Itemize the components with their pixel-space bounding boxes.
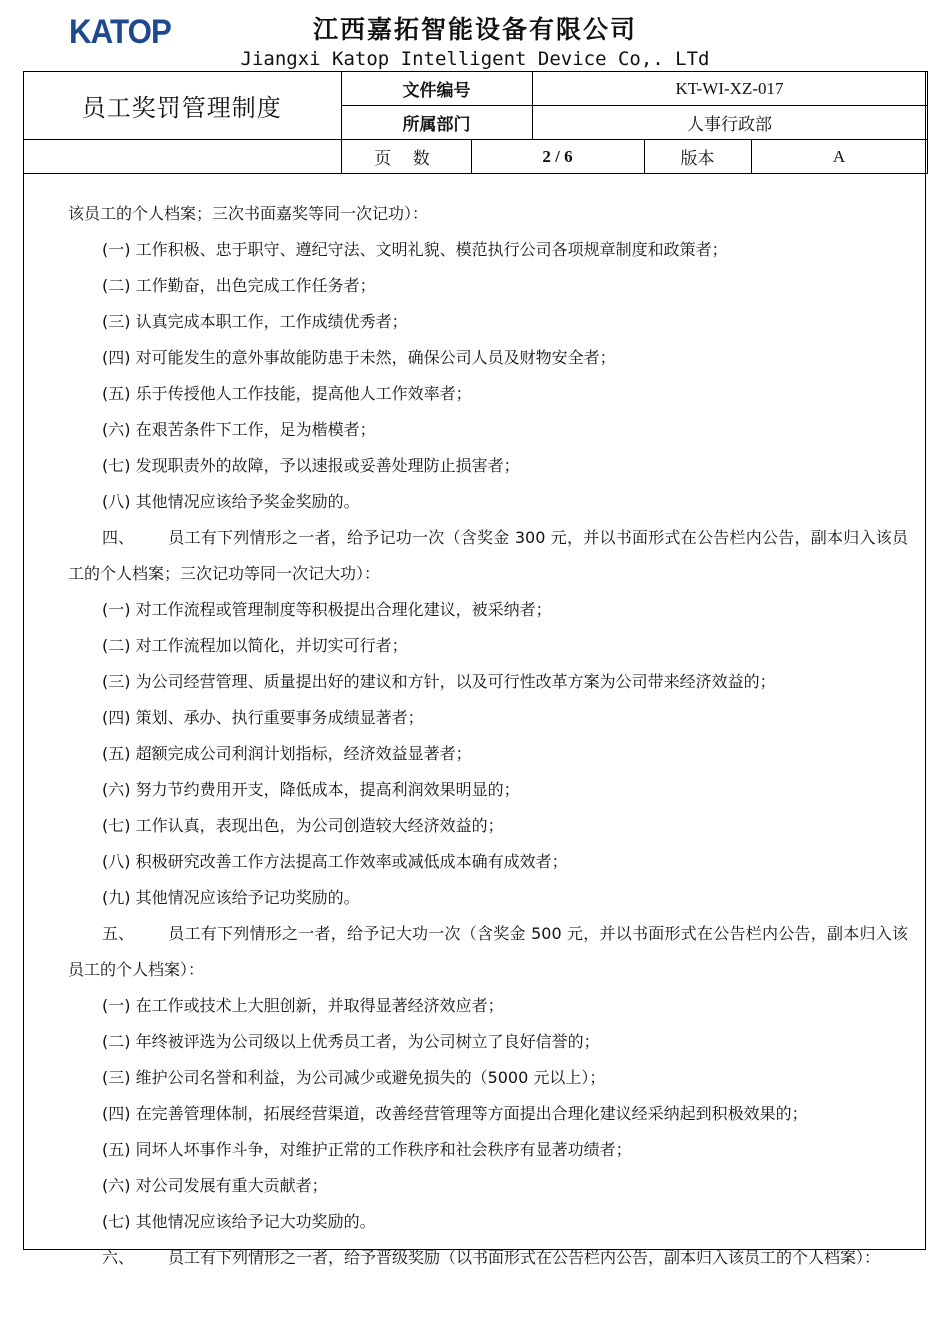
list-item: (八) 其他情况应该给予奖金奖励的。: [102, 492, 360, 511]
list-item: (一) 对工作流程或管理制度等积极提出合理化建议，被采纳者；: [102, 600, 552, 619]
section-5-paragraph: [68, 916, 908, 988]
intro-line: 该员工的个人档案；三次书面嘉奖等同一次记功）：: [68, 204, 429, 223]
list-item: (七) 工作认真，表现出色，为公司创造较大经济效益的；: [102, 816, 504, 835]
document-header-table: [23, 71, 928, 174]
list-item: (九) 其他情况应该给予记功奖励的。: [102, 888, 360, 907]
file-number-label: 文件编号: [341, 72, 532, 106]
list-item: (六) 努力节约费用开支，降低成本，提高利润效果明显的；: [102, 780, 520, 799]
list-item: (二) 年终被评选为公司级以上优秀员工者，为公司树立了良好信誉的；: [102, 1032, 600, 1051]
list-item: (七) 发现职责外的故障，予以速报或妥善处理防止损害者；: [102, 456, 520, 475]
header-bottom-rule: [23, 173, 927, 174]
section-4-number: 四、: [102, 528, 135, 547]
list-item: (六) 在艰苦条件下工作，足为楷模者；: [102, 420, 376, 439]
file-number-value: KT-WI-XZ-017: [532, 72, 927, 106]
section-5-text: 员工有下列情形之一者，给予记大功一次（含奖金 500 元，并以书面形式在公告栏内公告，副本归入该员工的个人档案）：: [68, 924, 908, 979]
list-item: (四) 策划、承办、执行重要事务成绩显著者；: [102, 708, 424, 727]
department-value: 人事行政部: [532, 106, 927, 140]
company-name-en: Jiangxi Katop Intelligent Device Co,. LTd: [240, 48, 710, 70]
list-item: (二) 对工作流程加以简化，并切实可行者；: [102, 636, 408, 655]
company-logo: KATOP: [69, 13, 172, 51]
version-label: 版本: [644, 140, 751, 174]
list-item: (四) 对可能发生的意外事故能防患于未然，确保公司人员及财物安全者；: [102, 348, 616, 367]
list-item: (四) 在完善管理体制，拓展经营渠道，改善经营管理等方面提出合理化建议经采纳起到积极效果的；: [102, 1104, 808, 1123]
list-item: (一) 工作积极、忠于职守、遵纪守法、文明礼貌、模范执行公司各项规章制度和政策者；: [102, 240, 728, 259]
document-title: 员工奖罚管理制度: [23, 72, 341, 140]
list-item: (二) 工作勤奋，出色完成工作任务者；: [102, 276, 376, 295]
version-value: A: [751, 140, 927, 174]
section-6-number: 六、: [102, 1248, 135, 1267]
company-name-cn: 江西嘉拓智能设备有限公司: [312, 15, 637, 44]
section-6-paragraph: [68, 1240, 908, 1276]
section-4-text: 员工有下列情形之一者，给予记功一次（含奖金 300 元，并以书面形式在公告栏内公告，副本归入该员工的个人档案；三次记功等同一次记大功）：: [68, 528, 908, 583]
section-6-text: 员工有下列情形之一者，给予晋级奖励（以书面形式在公告栏内公告，副本归入该员工的个人档案）：: [168, 1248, 881, 1267]
list-item: (五) 乐于传授他人工作技能，提高他人工作效率者；: [102, 384, 472, 403]
department-label: 所属部门: [341, 106, 532, 140]
list-item: (八) 积极研究改善工作方法提高工作效率或减低成本确有成效者；: [102, 852, 568, 871]
section-5-number: 五、: [102, 924, 135, 943]
page-count-value: 2 / 6: [471, 140, 644, 174]
list-item: (七) 其他情况应该给予记大功奖励的。: [102, 1212, 376, 1231]
list-item: (三) 为公司经营管理、质量提出好的建议和方针，以及可行性改革方案为公司带来经济效益的；: [102, 672, 776, 691]
document-body: [68, 196, 908, 1276]
section-4-paragraph: [68, 520, 908, 592]
list-item: (三) 维护公司名誉和利益，为公司减少或避免损失的（5000 元以上）；: [102, 1068, 606, 1087]
list-item: (一) 在工作或技术上大胆创新，并取得显著经济效应者；: [102, 996, 504, 1015]
list-item: (六) 对公司发展有重大贡献者；: [102, 1176, 328, 1195]
list-item: (三) 认真完成本职工作，工作成绩优秀者；: [102, 312, 408, 331]
page-count-label: 页 数: [341, 140, 471, 174]
list-item: (五) 超额完成公司利润计划指标，经济效益显著者；: [102, 744, 472, 763]
list-item: (五) 同坏人坏事作斗争，对维护正常的工作秩序和社会秩序有显著功绩者；: [102, 1140, 632, 1159]
